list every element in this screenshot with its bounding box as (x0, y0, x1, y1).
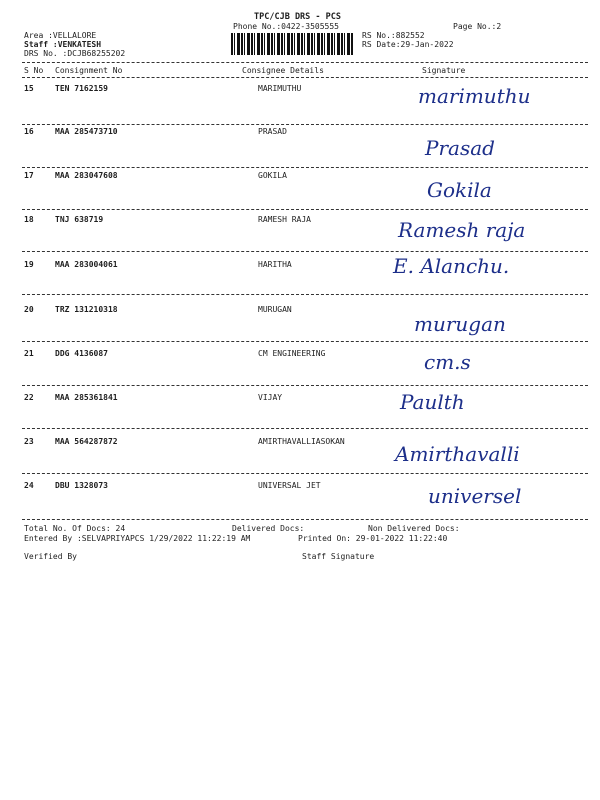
row-signature: Gokila (427, 178, 492, 202)
drs-number: DRS No. :DCJB68255202 (24, 49, 126, 58)
row-consignment: MAA 283004061 (55, 260, 118, 269)
row-consignee: AMIRTHAVALLIASOKAN (258, 437, 345, 446)
row-sno: 23 (24, 437, 34, 446)
row-consignee: RAMESH RAJA (258, 215, 311, 224)
row-signature: cm.s (424, 350, 471, 374)
row-consignment: DDG 4136087 (55, 349, 108, 358)
row-consignment: MAA 564287872 (55, 437, 118, 446)
rs-date: RS Date:29-Jan-2022 (362, 40, 454, 49)
row-consignee: GOKILA (258, 171, 287, 180)
row-consignment: MAA 285361841 (55, 393, 118, 402)
row-signature: Ramesh raja (398, 218, 526, 242)
row-signature: E. Alanchu. (393, 254, 510, 278)
verified-by: Verified By (24, 552, 77, 561)
total-docs: Total No. Of Docs: 24 (24, 524, 126, 533)
row-sno: 19 (24, 260, 34, 269)
staff-signature-label: Staff Signature (302, 552, 375, 561)
col-consignee: Consignee Details (242, 66, 324, 75)
row-sno: 22 (24, 393, 34, 402)
row-sno: 24 (24, 481, 34, 490)
row-signature: murugan (414, 312, 506, 336)
divider (22, 62, 588, 63)
row-sno: 21 (24, 349, 34, 358)
row-consignment: MAA 285473710 (55, 127, 118, 136)
row-consignee: MURUGAN (258, 305, 292, 314)
delivered-docs: Delivered Docs: (232, 524, 305, 533)
barcode-image (231, 33, 353, 55)
entered-by: Entered By :SELVAPRIYAPCS 1/29/2022 11:22:19 AM (24, 534, 251, 543)
divider (22, 473, 588, 474)
divider (22, 294, 588, 295)
row-sno: 15 (24, 84, 34, 93)
row-consignment: DBU 1328073 (55, 481, 108, 490)
row-signature: Prasad (425, 136, 495, 160)
row-consignment: TRZ 131210318 (55, 305, 118, 314)
divider (22, 519, 588, 520)
row-consignment: MAA 283047608 (55, 171, 118, 180)
divider (22, 428, 588, 429)
row-consignee: MARIMUTHU (258, 84, 302, 93)
divider (22, 167, 588, 168)
non-delivered-docs: Non Delivered Docs: (368, 524, 460, 533)
divider (22, 77, 588, 78)
printed-on: Printed On: 29-01-2022 11:22:40 (298, 534, 448, 543)
row-sno: 16 (24, 127, 34, 136)
rs-number: RS No.:882552 (362, 31, 425, 40)
staff-label: Staff :VENKATESH (24, 40, 102, 49)
row-consignee: HARITHA (258, 260, 292, 269)
area-label: Area :VELLALORE (24, 31, 97, 40)
col-consignment: Consignment No (55, 66, 123, 75)
report-title: TPC/CJB DRS - PCS (254, 12, 341, 22)
divider (22, 341, 588, 342)
row-signature: Paulth (400, 390, 465, 414)
col-signature: Signature (422, 66, 466, 75)
row-consignee: PRASAD (258, 127, 287, 136)
row-consignee: VIJAY (258, 393, 283, 402)
row-consignment: TEN 7162159 (55, 84, 108, 93)
divider (22, 385, 588, 386)
row-signature: Amirthavalli (395, 442, 520, 466)
divider (22, 251, 588, 252)
row-consignee: CM ENGINEERING (258, 349, 326, 358)
row-consignment: TNJ 638719 (55, 215, 104, 224)
row-sno: 20 (24, 305, 34, 314)
divider (22, 209, 588, 210)
divider (22, 124, 588, 125)
col-sno: S No (24, 66, 44, 75)
row-signature: marimuthu (418, 84, 531, 108)
row-signature: universel (428, 484, 522, 508)
page-number: Page No.:2 (453, 22, 502, 31)
phone-number: Phone No.:0422-3505555 (233, 22, 339, 31)
row-consignee: UNIVERSAL JET (258, 481, 321, 490)
row-sno: 18 (24, 215, 34, 224)
row-sno: 17 (24, 171, 34, 180)
